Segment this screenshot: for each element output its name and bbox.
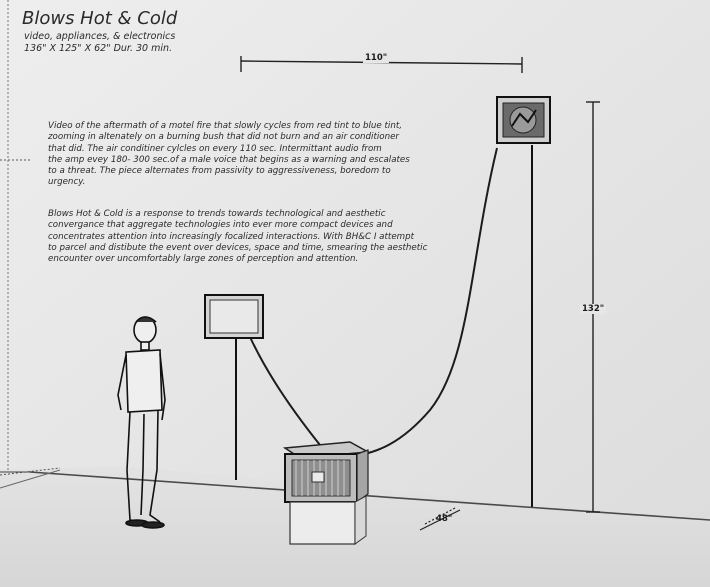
pedestal: [290, 496, 366, 544]
subtitle-dimensions-duration: 136" X 125" X 62" Dur. 30 min.: [24, 43, 173, 54]
air-conditioner: [285, 442, 368, 502]
page-title: Blows Hot & Cold: [22, 8, 178, 29]
height-dimension-label: 132": [582, 304, 605, 314]
statement-paragraph: Blows Hot & Cold is a response to trends towards technological and aesthetic convergance that aggregate technologies into ever more compact devices and concentrates attention into increasingly focalized interactions. With BH&C I attempt to parcel and distibute the event over devices, space and time, smearing the aesthetic encounter over uncomfortably large zones of perception and attention.: [48, 209, 428, 265]
subtitle-materials: video, appliances, & electronics: [24, 31, 176, 42]
depth-dimension-label: 48": [436, 514, 453, 524]
subtitle: [24, 31, 175, 55]
description-paragraph: Video of the aftermath of a motel fire that slowly cycles from red tint to blue tint, zooming in altenately on a burning bush that did not burn and an air conditioner that did. The air conditiner cylcles on every 110 sec. Intermittant audio from the amp evey 180- 300 sec.of a male voice that begins as a warning and escalates to a threat. The piece alternates from passivity to aggressiveness, boredom to urgency.: [48, 121, 410, 188]
width-dimension-label: 110": [365, 53, 388, 63]
